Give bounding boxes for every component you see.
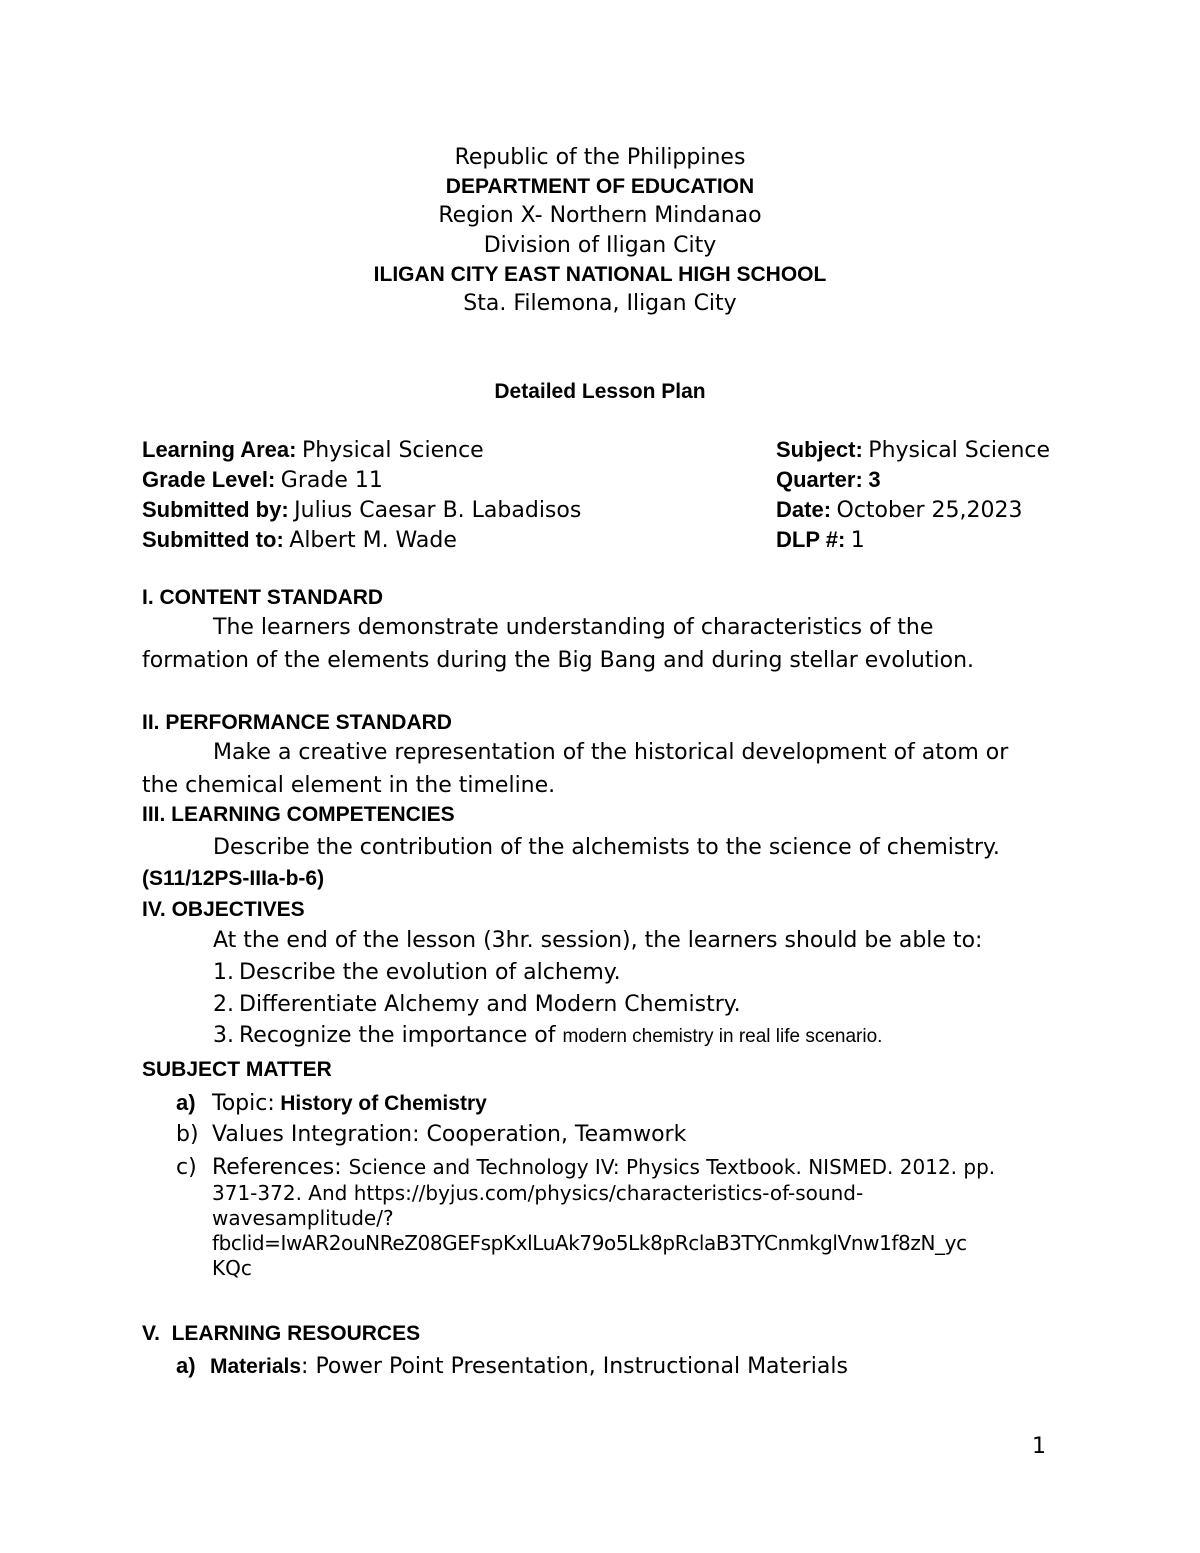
info-value: Julius Caesar B. Labadisos bbox=[294, 498, 582, 523]
info-submitted-by: Submitted by: Julius Caesar B. Labadisos bbox=[142, 497, 582, 523]
topic-value: History of Chemistry bbox=[280, 1092, 487, 1115]
subject-matter-values bbox=[176, 1120, 686, 1150]
header-department: DEPARTMENT OF EDUCATION bbox=[445, 175, 755, 198]
header-division: Division of Iligan City bbox=[483, 233, 717, 258]
objective-number: 3. bbox=[213, 1023, 234, 1048]
materials-value: : Power Point Presentation, Instructional Materials bbox=[301, 1354, 848, 1379]
info-label: DLP # bbox=[776, 527, 838, 552]
info-label: Quarter bbox=[776, 467, 856, 492]
info-value: 1 bbox=[850, 528, 865, 553]
references-line3: wavesamplitude/? bbox=[212, 1206, 394, 1230]
objective-number: 2. bbox=[213, 992, 234, 1017]
subject-matter-topic bbox=[176, 1088, 487, 1119]
info-value: Physical Science bbox=[868, 438, 1051, 463]
info-label: Learning Area bbox=[142, 437, 290, 462]
content-standard-line2: formation of the elements during the Big Bang and during stellar evolution. bbox=[142, 648, 975, 673]
content-standard-heading: I. CONTENT STANDARD bbox=[142, 586, 384, 609]
objective-text: Differentiate Alchemy and Modern Chemistry. bbox=[239, 992, 741, 1017]
list-letter: a) bbox=[176, 1353, 196, 1378]
objectives-intro: At the end of the lesson (3hr. session), the learners should be able to: bbox=[213, 928, 983, 953]
performance-standard-heading: II. PERFORMANCE STANDARD bbox=[142, 711, 452, 734]
objectives-heading: IV. OBJECTIVES bbox=[142, 898, 305, 921]
values-text: Values Integration: Cooperation, Teamwork bbox=[212, 1122, 687, 1147]
info-label: Submitted by bbox=[142, 497, 282, 522]
info-label: Date bbox=[776, 497, 824, 522]
page-number: 1 bbox=[1032, 1434, 1046, 1459]
materials-label: Materials bbox=[210, 1355, 302, 1378]
performance-standard-line1: Make a creative representation of the historical development of atom or bbox=[213, 740, 1009, 765]
references-line5: KQc bbox=[212, 1256, 252, 1280]
info-label: Grade Level bbox=[142, 467, 268, 492]
subject-matter-heading: SUBJECT MATTER bbox=[142, 1058, 332, 1081]
list-letter: a) bbox=[176, 1090, 196, 1115]
objective-text: Recognize the importance of bbox=[239, 1023, 556, 1048]
document-title: Detailed Lesson Plan bbox=[494, 380, 706, 403]
objective-item bbox=[213, 958, 621, 988]
references-line4: fbclid=IwAR2ouNReZ08GEFspKxlLuAk79o5Lk8pRclaB3TYCnmkglVnw1f8zN_yc bbox=[212, 1231, 967, 1255]
info-submitted-to: Submitted to: Albert M. Wade bbox=[142, 527, 457, 553]
references-label: References: bbox=[212, 1155, 342, 1180]
info-value: Physical Science bbox=[301, 438, 484, 463]
objective-text: Describe the evolution of alchemy. bbox=[239, 960, 621, 985]
info-dlp: DLP #: 1 bbox=[776, 527, 865, 553]
content-standard-line1: The learners demonstrate understanding of characteristics of the bbox=[213, 615, 934, 640]
info-subject: Subject: Physical Science bbox=[776, 437, 1051, 463]
header-school: ILIGAN CITY EAST NATIONAL HIGH SCHOOL bbox=[373, 263, 827, 286]
objective-item bbox=[213, 1021, 882, 1052]
performance-standard-line2: the chemical element in the timeline. bbox=[142, 773, 556, 798]
info-learning-area: Learning Area: Physical Science bbox=[142, 437, 484, 463]
info-grade-level: Grade Level: Grade 11 bbox=[142, 467, 383, 493]
info-date: Date: October 25,2023 bbox=[776, 497, 1023, 523]
learning-competencies-line1: Describe the contribution of the alchemists to the science of chemistry. bbox=[213, 835, 1000, 860]
learning-resources-heading: V. LEARNING RESOURCES bbox=[142, 1322, 421, 1345]
info-value: 3 bbox=[868, 467, 881, 492]
info-quarter: Quarter: 3 bbox=[776, 467, 881, 492]
info-value: October 25,2023 bbox=[836, 498, 1023, 523]
learning-competencies-heading: III. LEARNING COMPETENCIES bbox=[142, 803, 455, 826]
subject-matter-references bbox=[176, 1152, 995, 1183]
info-label: Submitted to bbox=[142, 527, 277, 552]
header-region: Region X- Northern Mindanao bbox=[438, 203, 762, 228]
references-line1: Science and Technology IV: Physics Textbook. NISMED. 2012. pp. bbox=[348, 1155, 996, 1179]
header-republic: Republic of the Philippines bbox=[454, 145, 746, 170]
learning-competencies-code: (S11/12PS-IIIa-b-6) bbox=[142, 867, 325, 890]
references-line2: 371-372. And https://byjus.com/physics/characteristics-of-sound- bbox=[212, 1181, 864, 1205]
info-label: Subject bbox=[776, 437, 856, 462]
info-value: Albert M. Wade bbox=[289, 528, 457, 553]
list-letter: b) bbox=[176, 1122, 199, 1147]
topic-label: Topic: bbox=[212, 1091, 275, 1116]
objective-number: 1. bbox=[213, 960, 234, 985]
objective-item bbox=[213, 990, 741, 1020]
header-address: Sta. Filemona, Iligan City bbox=[463, 291, 737, 316]
objective-text-tail: modern chemistry in real life scenario. bbox=[562, 1026, 883, 1047]
info-value: Grade 11 bbox=[280, 468, 383, 493]
list-letter: c) bbox=[176, 1155, 197, 1180]
learning-resources-materials bbox=[176, 1351, 848, 1382]
